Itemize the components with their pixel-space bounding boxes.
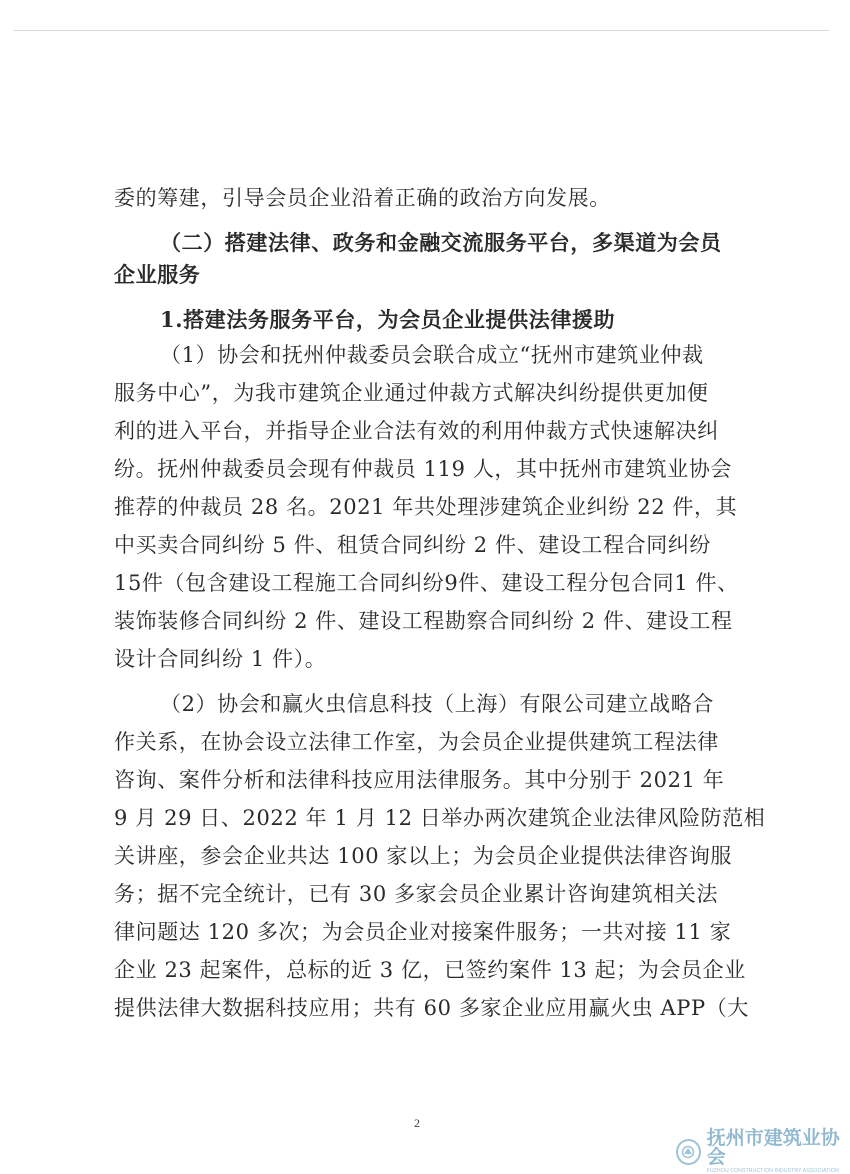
text-line-7: 利的进入平台，并指导企业合法有效的利用仲裁方式快速解决纠 [114,419,719,443]
subsection-heading-1: 1.搭建法务服务平台，为会员企业提供法律援助 [160,307,616,332]
text-line-17: 9 月 29 日、2022 年 1 月 12 日举办两次建筑企业法律风险防范相 [114,806,766,830]
text-line-1: 委的筹建，引导会员企业沿着正确的政治方向发展。 [114,186,611,210]
text-line-10: 中买卖合同纠纷 5 件、租赁合同纠纷 2 件、建设工程合同纠纷 [114,533,712,557]
section-heading-2-cont: 企业服务 [114,262,201,287]
text-line-9: 推荐的仲裁员 28 名。2021 年共处理涉建筑企业纠纷 22 件，其 [114,495,738,519]
text-line-6: 服务中心”，为我市建筑企业通过仲裁方式解决纠纷提供更加便 [114,381,709,405]
text-line-19: 务；据不完全统计，已有 30 多家会员企业累计咨询建筑相关法 [114,882,719,906]
text-line-22: 提供法律大数据科技应用；共有 60 多家企业应用赢火虫 APP（大 [114,996,749,1020]
text-line-21: 企业 23 起案件，总标的近 3 亿，已签约案件 13 起；为会员企业 [114,958,746,982]
text-line-11: 15件（包含建设工程施工合同纠纷9件、建设工程分包合同1 件、 [114,571,739,595]
text-line-13: 设计合同纠纷 1 件）。 [114,647,327,671]
text-line-18: 关讲座，参会企业共达 100 家以上；为会员企业提供法律咨询服 [114,844,733,868]
footer-logo [676,1129,850,1174]
text-line-5: （1）协会和抚州仲裁委员会联合成立“抚州市建筑业仲裁 [160,343,704,367]
text-line-12: 装饰装修合同纠纷 2 件、建设工程勘察合同纠纷 2 件、建设工程 [114,609,733,633]
text-line-20: 律问题达 120 多次；为会员企业对接案件服务；一共对接 11 家 [114,920,732,944]
association-emblem-icon [676,1139,701,1165]
page-number: 2 [414,1116,420,1130]
section-heading-2: （二）搭建法律、政务和金融交流服务平台，多渠道为会员 [160,230,722,255]
text-line-14: （2）协会和赢火虫信息科技（上海）有限公司建立战略合 [160,692,714,716]
text-line-15: 作关系，在协会设立法律工作室，为会员企业提供建筑工程法律 [114,730,719,754]
logo-name: 抚州市建筑业协会 [706,1127,840,1168]
text-line-16: 咨询、案件分析和法律科技应用法律服务。其中分别于 2021 年 [114,768,725,792]
text-line-8: 纷。抚州仲裁委员会现有仲裁员 119 人，其中抚州市建筑业协会 [114,457,733,481]
logo-subtitle: FUZHOU CONSTRUCTION INDUSTRY ASSOCIATION [706,1168,839,1174]
